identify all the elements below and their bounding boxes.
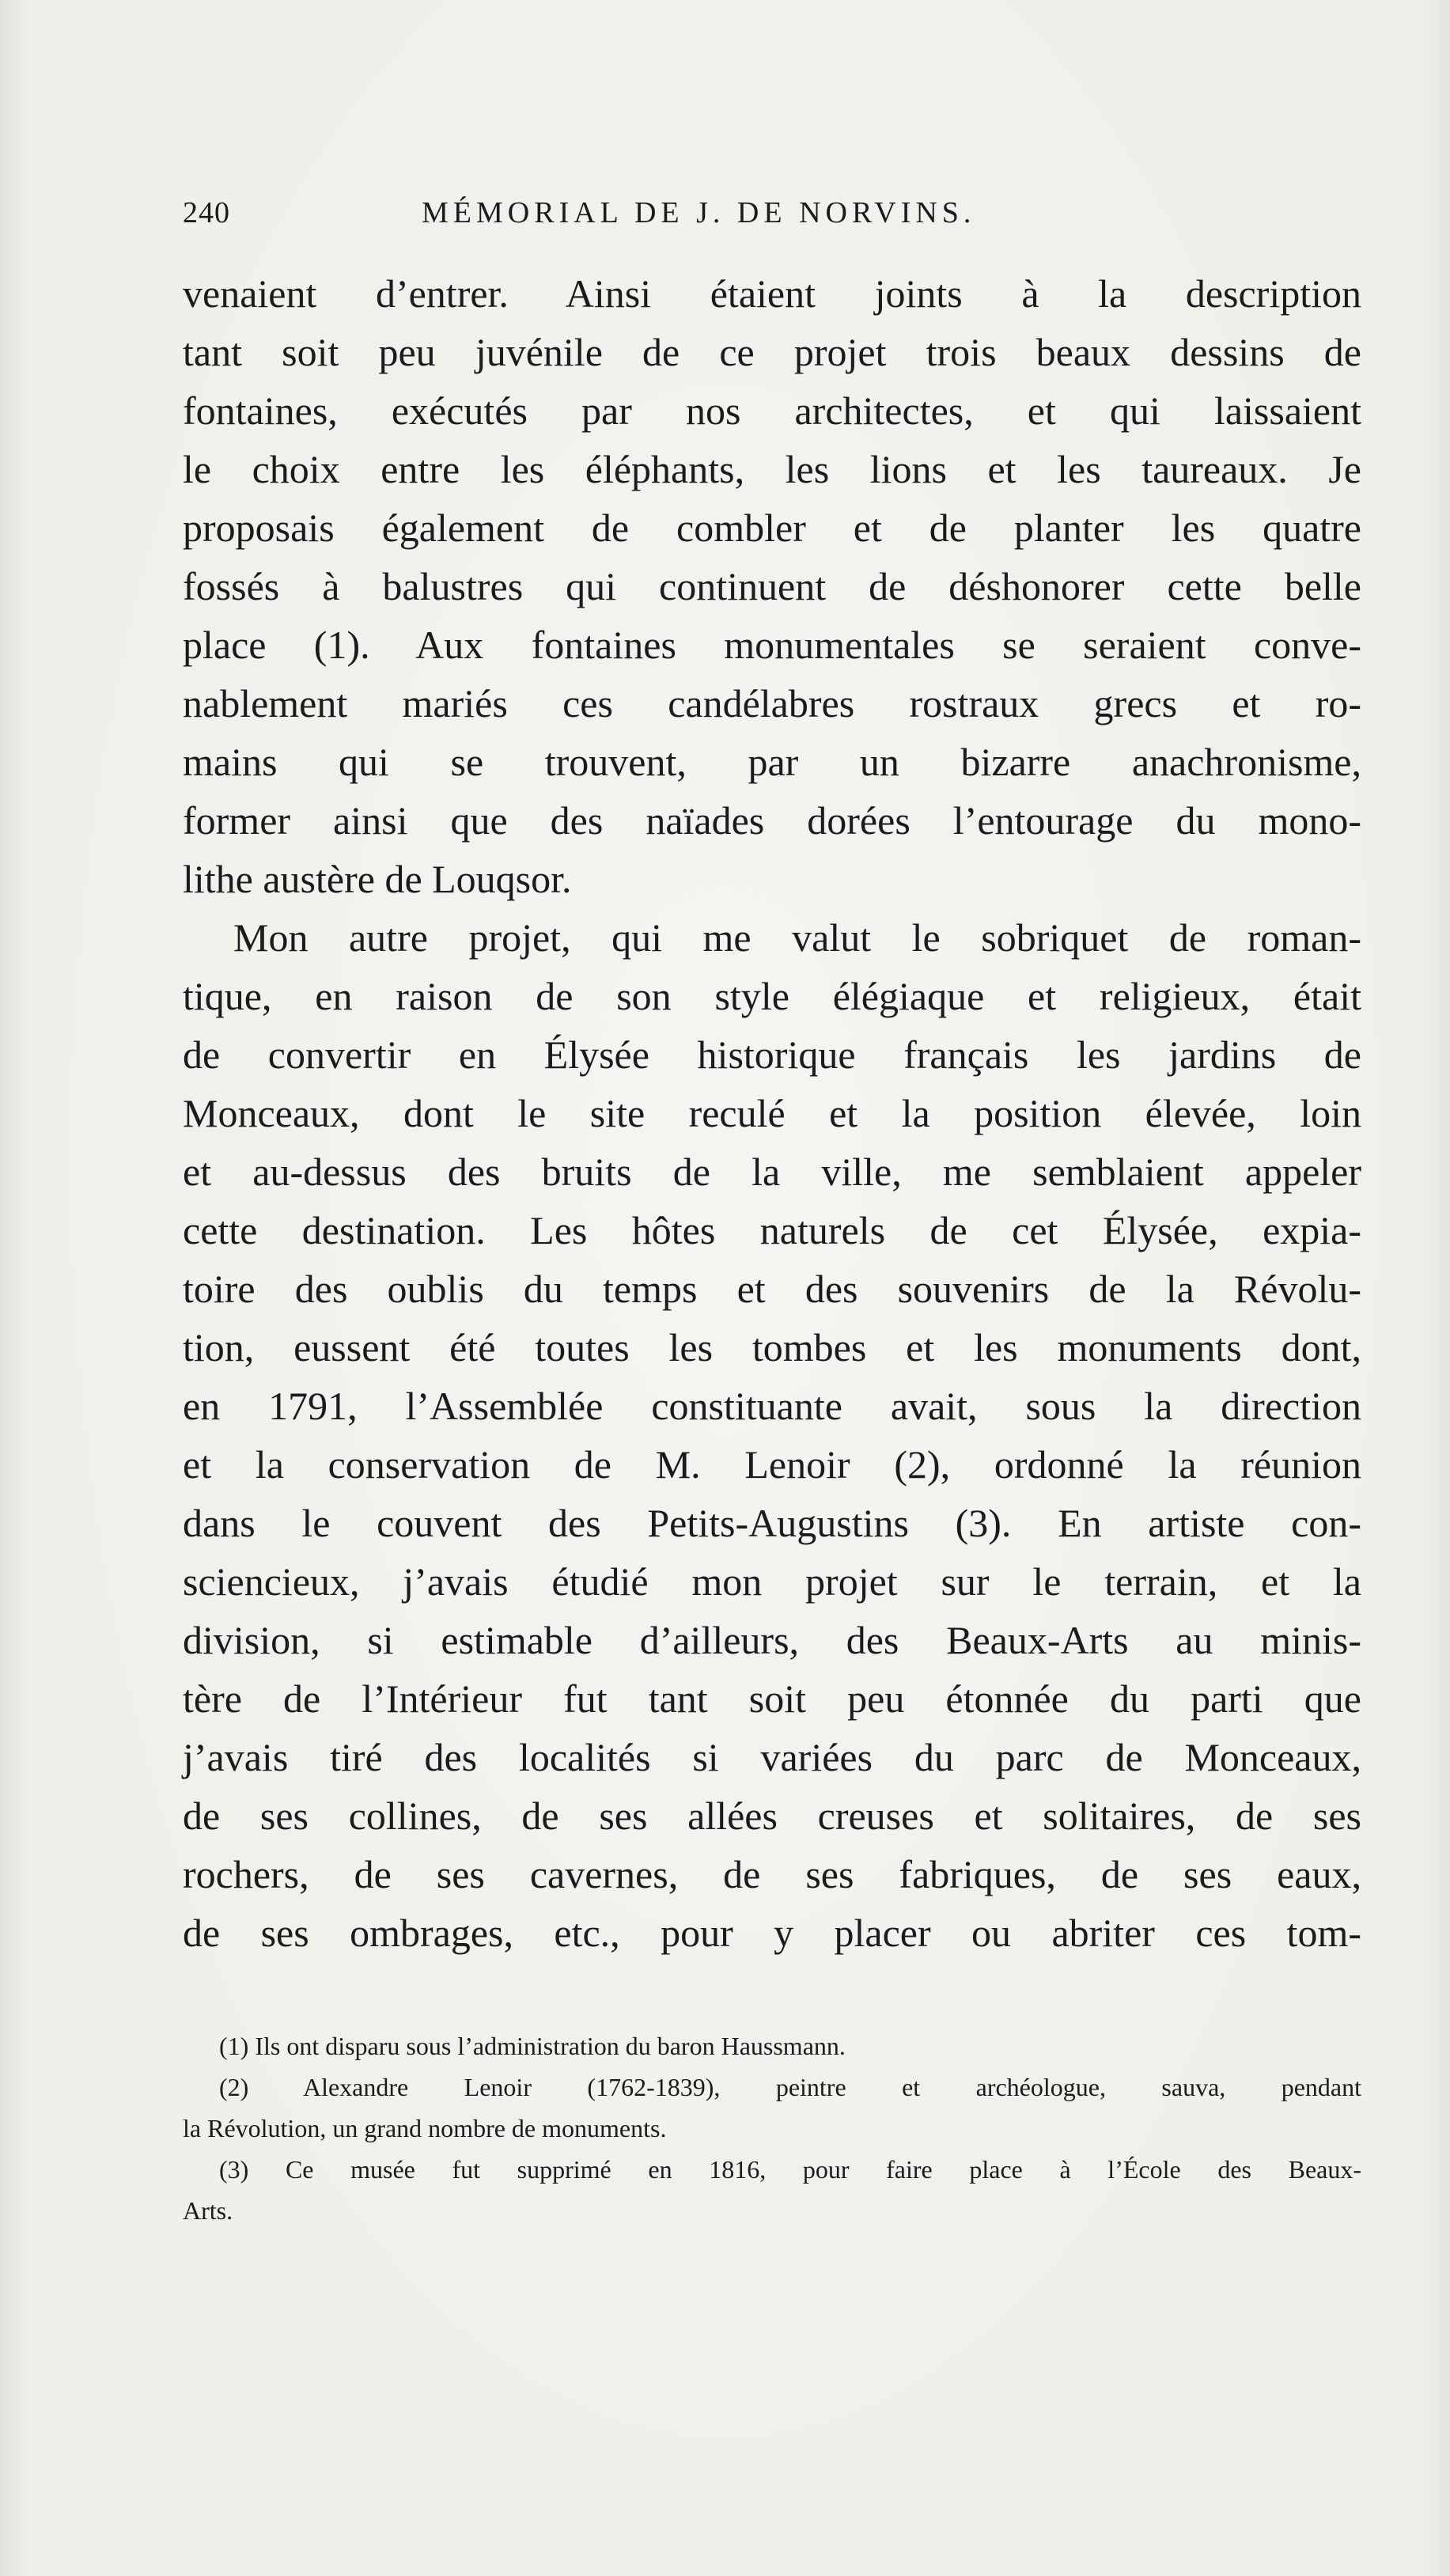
- footnote-line: (1) Ils ont disparu sous l’administration du baron Haussmann.: [219, 2032, 846, 2060]
- body-text: [183, 264, 1361, 1962]
- text-line: dans le couvent des Petits-Augustins (3). En artiste con-: [183, 1501, 1361, 1545]
- text-line: toire des oublis du temps et des souvenirs de la Révolu-: [183, 1267, 1361, 1311]
- running-title: MÉMORIAL DE J. DE NORVINS.: [422, 196, 976, 229]
- page-number: 240: [183, 196, 230, 229]
- text-line: tère de l’Intérieur fut tant soit peu étonnée du parti que: [183, 1676, 1361, 1721]
- text-line: j’avais tiré des localités si variées du parc de Monceaux,: [183, 1735, 1361, 1779]
- text-line: de ses collines, de ses allées creuses et solitaires, de ses: [183, 1794, 1361, 1838]
- text-line: division, si estimable d’ailleurs, des Beaux-Arts au minis-: [183, 1618, 1361, 1662]
- text-line: sciencieux, j’avais étudié mon projet sur le terrain, et la: [183, 1559, 1361, 1604]
- page-header: [183, 195, 1361, 243]
- text-line: tique, en raison de son style élégiaque et religieux, était: [183, 974, 1361, 1018]
- text-line: de convertir en Élysée historique français les jardins de: [183, 1032, 1361, 1077]
- text-line: et au-dessus des bruits de la ville, me semblaient appeler: [183, 1150, 1361, 1194]
- text-line: tant soit peu juvénile de ce projet trois beaux dessins de: [183, 330, 1361, 374]
- text-line: place (1). Aux fontaines monumentales se seraient conve-: [183, 623, 1361, 667]
- footnotes: [183, 2025, 1361, 2231]
- text-line: Monceaux, dont le site reculé et la position élevée, loin: [183, 1091, 1361, 1135]
- footnote-line: Arts.: [183, 2196, 233, 2225]
- text-line: le choix entre les éléphants, les lions et les taureaux. Je: [183, 447, 1361, 491]
- text-line: former ainsi que des naïades dorées l’entourage du mono-: [183, 798, 1361, 843]
- text-line: tion, eussent été toutes les tombes et les monuments dont,: [183, 1325, 1361, 1369]
- text-line: fontaines, exécutés par nos architectes, et qui laissaient: [183, 388, 1361, 433]
- text-line: Mon autre projet, qui me valut le sobriquet de roman-: [233, 915, 1361, 960]
- footnote-line: la Révolution, un grand nombre de monuments.: [183, 2114, 667, 2142]
- text-line: cette destination. Les hôtes naturels de cet Élysée, expia-: [183, 1208, 1361, 1252]
- text-line: rochers, de ses cavernes, de ses fabriques, de ses eaux,: [183, 1852, 1361, 1896]
- text-line: et la conservation de M. Lenoir (2), ordonné la réunion: [183, 1442, 1361, 1487]
- text-line: lithe austère de Louqsor.: [183, 857, 572, 901]
- text-line: fossés à balustres qui continuent de déshonorer cette belle: [183, 564, 1361, 608]
- text-line: de ses ombrages, etc., pour y placer ou abriter ces tom-: [183, 1911, 1361, 1955]
- text-line: nablement mariés ces candélabres rostraux grecs et ro-: [183, 681, 1361, 725]
- footnote-line: (3) Ce musée fut supprimé en 1816, pour faire place à l’École des Beaux-: [219, 2155, 1361, 2184]
- text-line: en 1791, l’Assemblée constituante avait, sous la direction: [183, 1384, 1361, 1428]
- text-line: mains qui se trouvent, par un bizarre anachronisme,: [183, 740, 1361, 784]
- text-line: venaient d’entrer. Ainsi étaient joints à la description: [183, 271, 1361, 316]
- text-line: proposais également de combler et de planter les quatre: [183, 506, 1361, 550]
- footnote-line: (2) Alexandre Lenoir (1762-1839), peintre et archéologue, sauva, pendant: [219, 2073, 1361, 2101]
